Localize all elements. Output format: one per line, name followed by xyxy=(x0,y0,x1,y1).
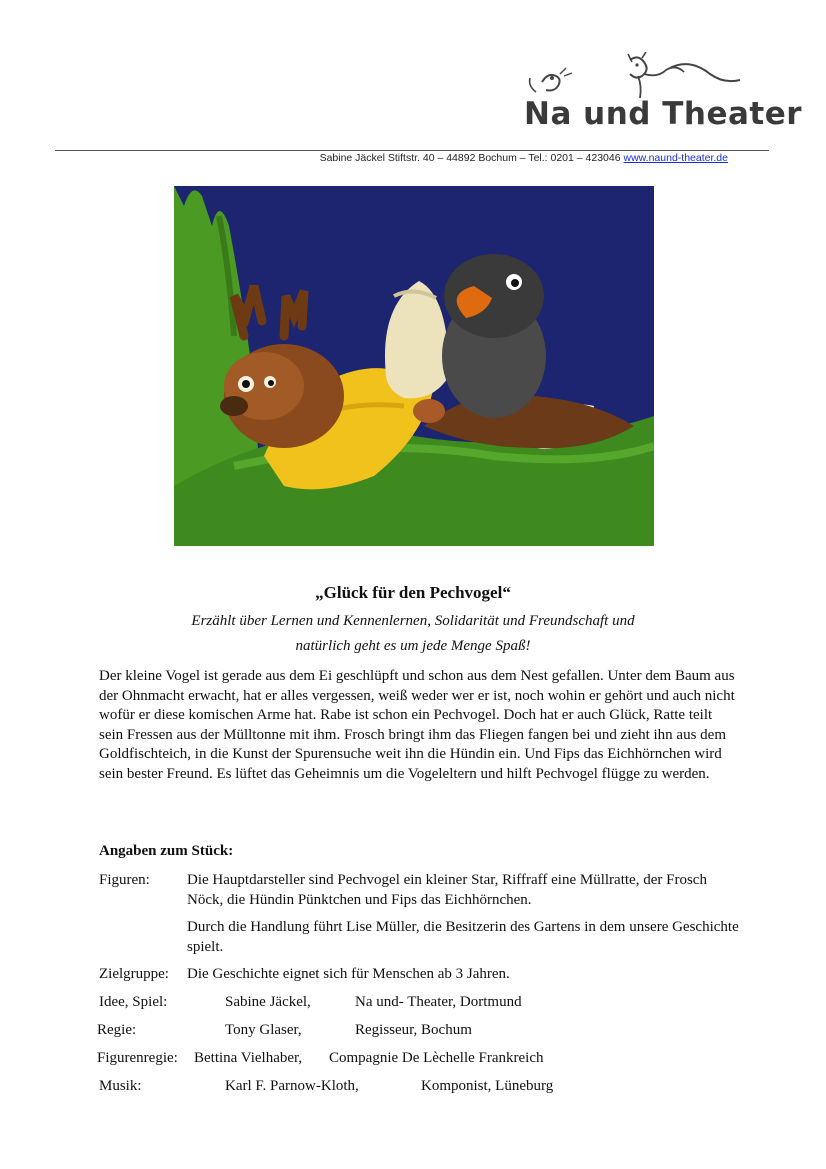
theater-logo-text: Na und Theater xyxy=(524,96,803,132)
figurenregie-role: Compagnie De Lèchelle Frankreich xyxy=(329,1050,544,1066)
website-link[interactable]: www.naund-theater.de xyxy=(623,152,728,164)
figuren-text2: Durch die Handlung führt Lise Müller, die Besitzerin des Gartens in dem unsere Geschichte spielt. xyxy=(187,919,739,955)
play-subtitle-line2: natürlich geht es um jede Menge Spaß! xyxy=(295,638,531,654)
figurenregie-name: Bettina Vielhaber, xyxy=(194,1050,303,1066)
contact-text: Sabine Jäckel Stiftstr. 40 – 44892 Bochum – Tel.: 0201 – 423046 xyxy=(319,152,624,164)
idee-role: Na und- Theater, Dortmund xyxy=(355,994,522,1010)
play-description: Der kleine Vogel ist gerade aus dem Ei geschlüpft und schon aus dem Nest gefallen. Unter dem Baum aus der Ohnmacht erwacht, hat er alles vergessen, weiß weder wer er ist, noch wohin er gehört und auch nicht wofür er diese komischen Arme hat. Rabe ist schon ein Pechvogel. Doch hat er auch Glück, Ratte teilt sein Fressen aus der Mülltonne mit ihm. Frosch bringt ihm das Fliegen fangen bei und zieht ihn aus dem Goldfischteich, in die Kunst der Spurensuche weit ihn die Hündin ein. Und Fips das Eichhörnchen wird sein bester Freund. Es lüftet das Geheimnis um die Vogeleltern und hilft Pechvogel flügge zu werden. xyxy=(99,668,735,782)
regie-label: Regie: xyxy=(97,1022,137,1038)
musik-label: Musik: xyxy=(99,1078,142,1094)
musik-name: Karl F. Parnow-Kloth, xyxy=(225,1078,359,1094)
puppet-photo xyxy=(174,186,654,546)
figuren-text1: Die Hauptdarsteller sind Pechvogel ein kleiner Star, Riffraff eine Müllratte, der Frosch Nöck, die Hündin Pünktchen und Fips das Eichhörnchen. xyxy=(187,872,707,908)
details-heading: Angaben zum Stück: xyxy=(99,843,234,859)
contact-line xyxy=(320,152,728,164)
regie-role: Regisseur, Bochum xyxy=(355,1022,472,1038)
play-title: „Glück für den Pechvogel“ xyxy=(315,583,511,602)
idee-name: Sabine Jäckel, xyxy=(225,994,311,1010)
zielgruppe-label: Zielgruppe: xyxy=(99,966,169,982)
figuren-label: Figuren: xyxy=(99,872,150,888)
musik-role: Komponist, Lüneburg xyxy=(421,1078,554,1094)
regie-name: Tony Glaser, xyxy=(225,1022,302,1038)
zielgruppe-text: Die Geschichte eignet sich für Menschen ab 3 Jahren. xyxy=(187,966,510,982)
figurenregie-label: Figurenregie: xyxy=(97,1050,178,1066)
header-divider xyxy=(55,150,769,151)
idee-label: Idee, Spiel: xyxy=(99,994,168,1010)
play-subtitle-line1: Erzählt über Lernen und Kennenlernen, Solidarität und Freundschaft und xyxy=(191,613,635,629)
play-subtitle xyxy=(150,609,676,659)
